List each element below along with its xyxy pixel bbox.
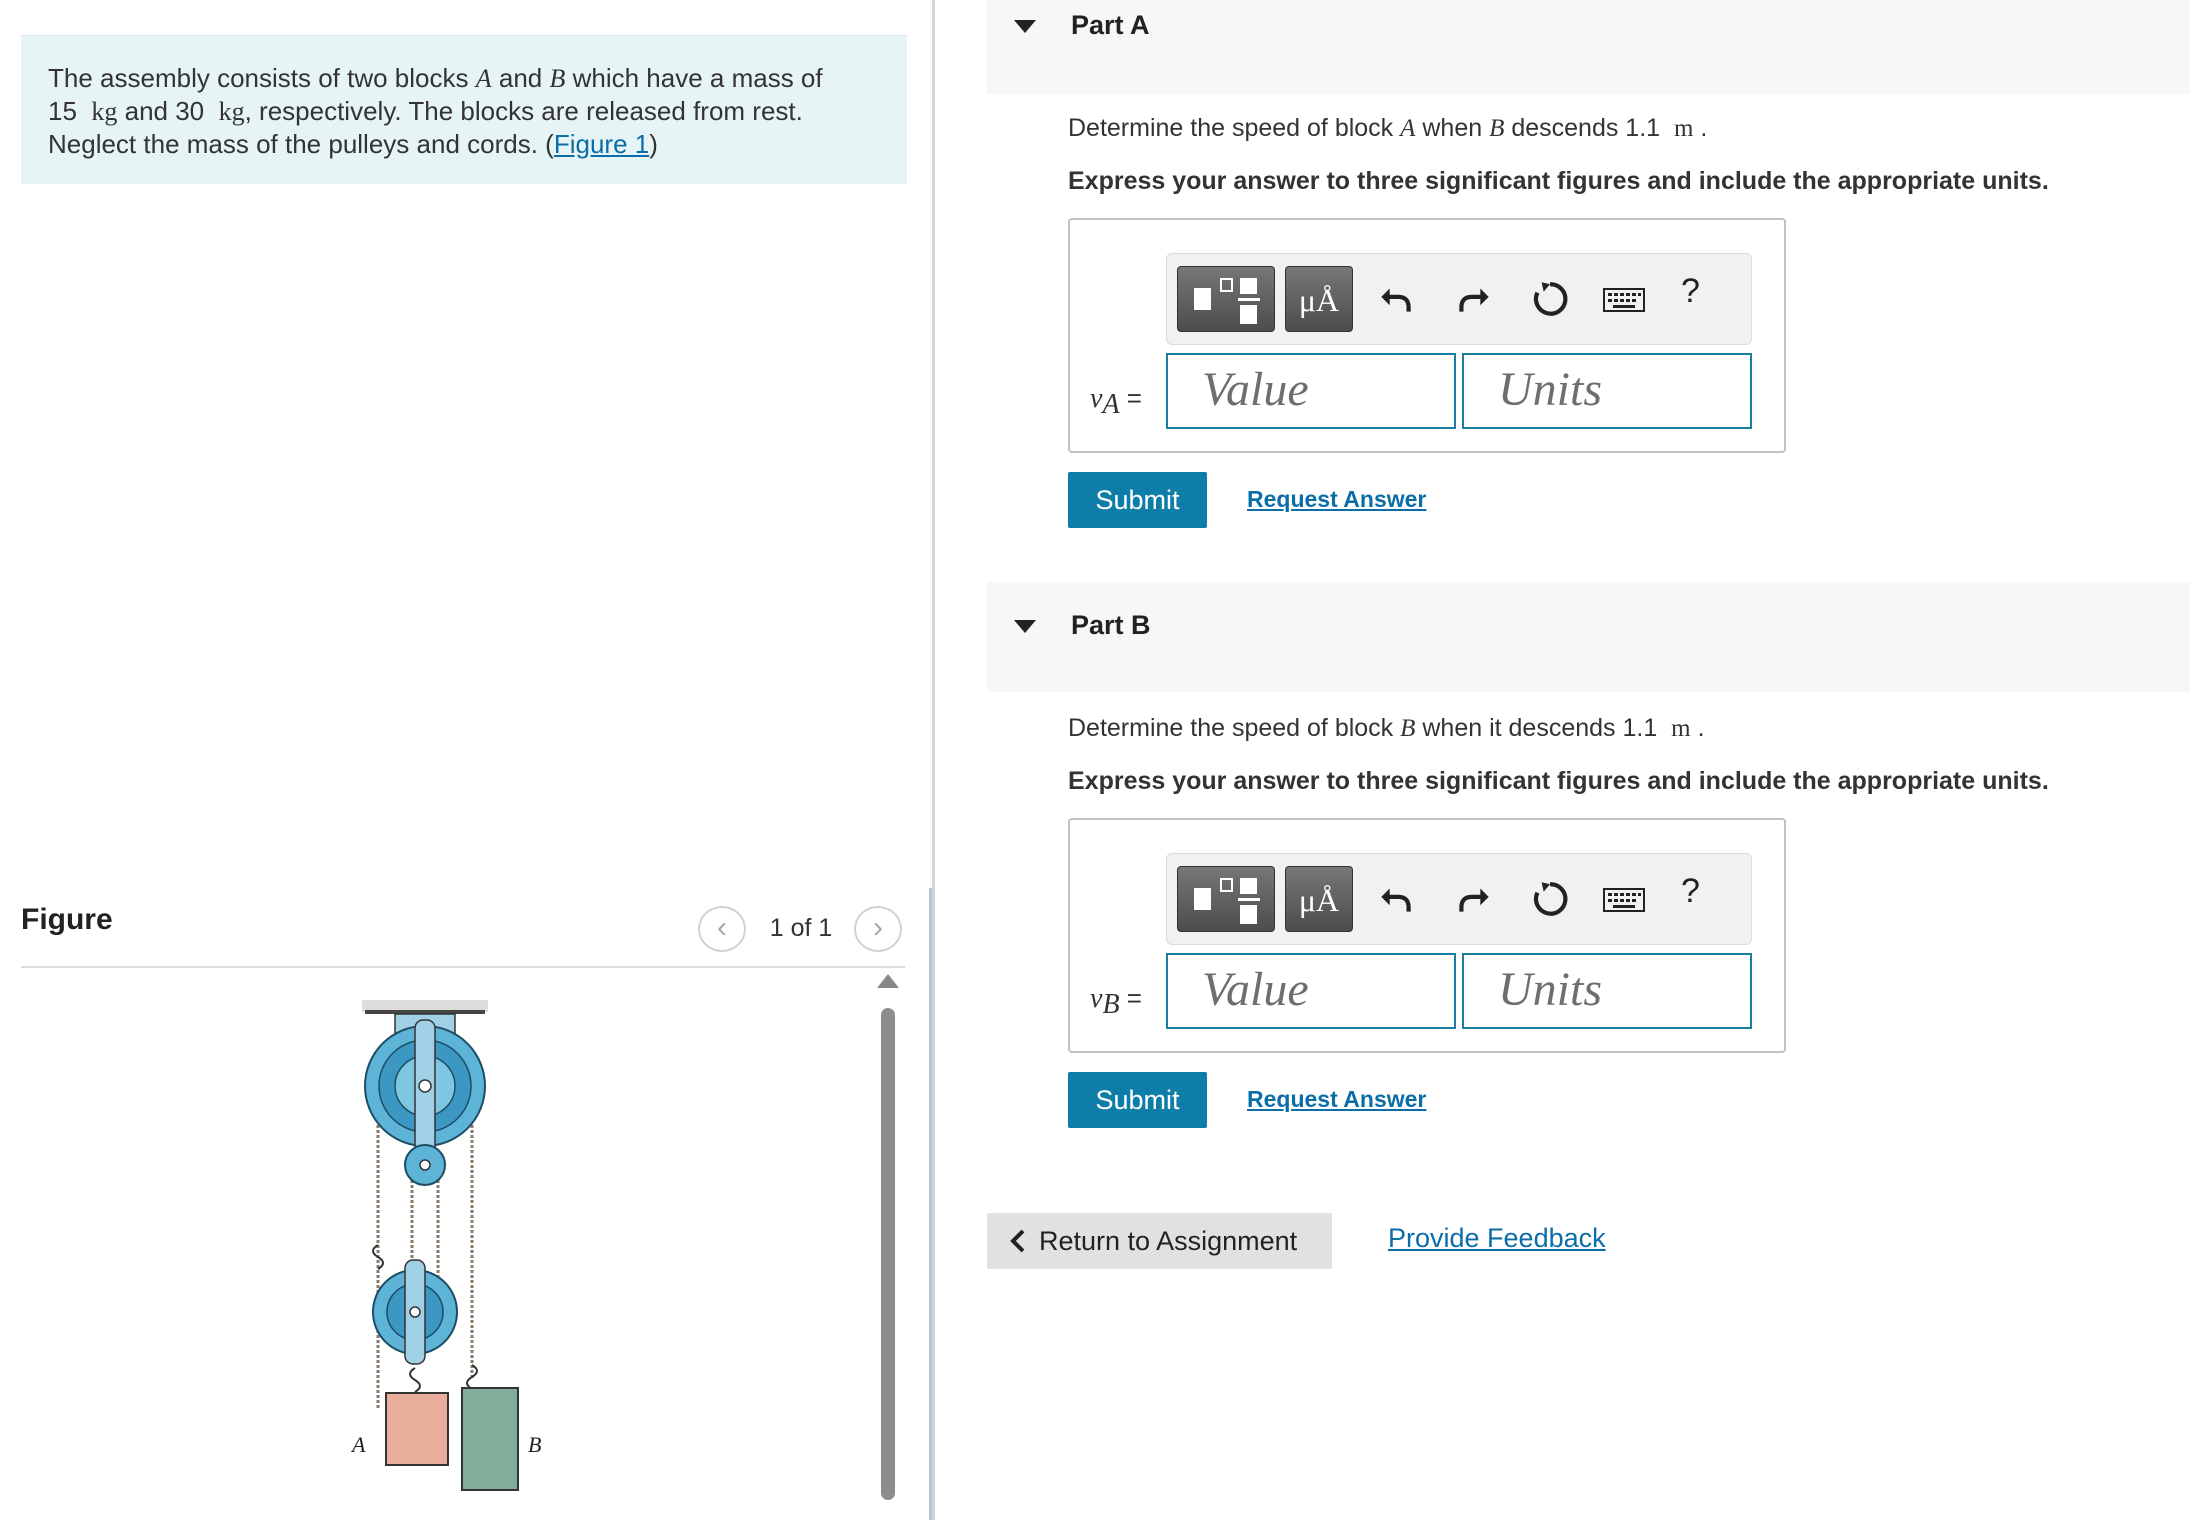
part-a-instruction: Express your answer to three significant figures and include the appropriate units. (1068, 167, 2049, 195)
part-a-request-answer-link[interactable]: Request Answer (1247, 486, 1427, 512)
figure-scrollbar[interactable] (881, 1008, 895, 1500)
part-b-title: Part B (1071, 610, 1151, 640)
templates-icon[interactable] (1177, 266, 1275, 332)
redo-icon[interactable] (1453, 878, 1495, 920)
panel-divider[interactable] (932, 0, 935, 1520)
label-b: B (528, 1432, 542, 1457)
part-b-variable-label: $v_B$ = (1090, 983, 1142, 1021)
block-b (462, 1388, 518, 1490)
collapse-triangle-icon (1014, 20, 1036, 33)
keyboard-icon[interactable] (1601, 278, 1647, 320)
part-b-request-answer-link[interactable]: Request Answer (1247, 1086, 1427, 1112)
block-b-symbol: B (549, 64, 566, 93)
label-a: A (352, 1432, 366, 1457)
help-icon[interactable]: ? (1681, 872, 1700, 910)
chevron-left-icon (1007, 1228, 1027, 1254)
top-pulley (365, 1014, 485, 1185)
scroll-up-arrow[interactable] (877, 974, 899, 988)
part-b-toolbar (1166, 853, 1752, 945)
part-a-title: Part A (1071, 10, 1150, 40)
figure-counter: 1 of 1 (769, 914, 833, 942)
panel-divider-highlight (929, 888, 932, 1520)
left-panel (0, 0, 934, 1520)
redo-icon[interactable] (1453, 278, 1495, 320)
hook-b (467, 1365, 477, 1389)
chevron-left-icon: ‹ (717, 911, 727, 944)
undo-icon[interactable] (1375, 278, 1417, 320)
part-a-value-input[interactable]: Value (1166, 353, 1456, 429)
part-b-answer-box (1068, 818, 1786, 1053)
provide-feedback-link[interactable]: Provide Feedback (1388, 1223, 1606, 1253)
part-b-instruction: Express your answer to three significant figures and include the appropriate units. (1068, 767, 2049, 795)
units-icon[interactable]: μÅ (1285, 266, 1353, 332)
chevron-right-icon: › (873, 911, 883, 944)
part-a-answer-box (1068, 218, 1786, 453)
figure-heading: Figure (21, 903, 113, 936)
part-a-variable-label: $v_A$ = (1090, 383, 1142, 421)
part-b-submit-button[interactable]: Submit (1068, 1072, 1207, 1128)
part-b-value-input[interactable]: Value (1166, 953, 1456, 1029)
templates-icon[interactable] (1177, 866, 1275, 932)
figure-divider (21, 966, 905, 968)
figure-next-button[interactable] (854, 906, 902, 952)
units-icon[interactable]: μÅ (1285, 866, 1353, 932)
undo-icon[interactable] (1375, 878, 1417, 920)
hook-a-lower (410, 1368, 420, 1392)
block-a-symbol: A (475, 64, 492, 93)
part-a-units-input[interactable]: Units (1462, 353, 1752, 429)
lower-pulley (373, 1260, 457, 1364)
reset-icon[interactable] (1529, 278, 1571, 320)
reset-icon[interactable] (1529, 878, 1571, 920)
part-b-header[interactable] (987, 582, 2190, 692)
part-b-units-input[interactable]: Units (1462, 953, 1752, 1029)
problem-statement: The assembly consists of two blocks A and B which have a mass of 15 kg and 30 kg, respectively. The blocks are released from rest. Neglect the mass of the pulleys and cords. (Figure 1) (21, 35, 907, 184)
part-a-header[interactable] (987, 0, 2190, 94)
part-b-question: Determine the speed of block B when it descends 1.1 m . (1068, 714, 1705, 742)
pulley-figure (300, 990, 600, 1500)
figure-prev-button[interactable] (698, 906, 746, 952)
block-a (386, 1393, 448, 1465)
keyboard-icon[interactable] (1601, 878, 1647, 920)
return-to-assignment-button[interactable]: Return to Assignment (987, 1213, 1332, 1269)
part-a-toolbar (1166, 253, 1752, 345)
help-icon[interactable]: ? (1681, 272, 1700, 310)
part-a-question: Determine the speed of block A when B descends 1.1 m . (1068, 114, 1708, 142)
figure-link[interactable]: Figure 1 (553, 129, 650, 159)
collapse-triangle-icon (1014, 620, 1036, 633)
part-a-submit-button[interactable]: Submit (1068, 472, 1207, 528)
